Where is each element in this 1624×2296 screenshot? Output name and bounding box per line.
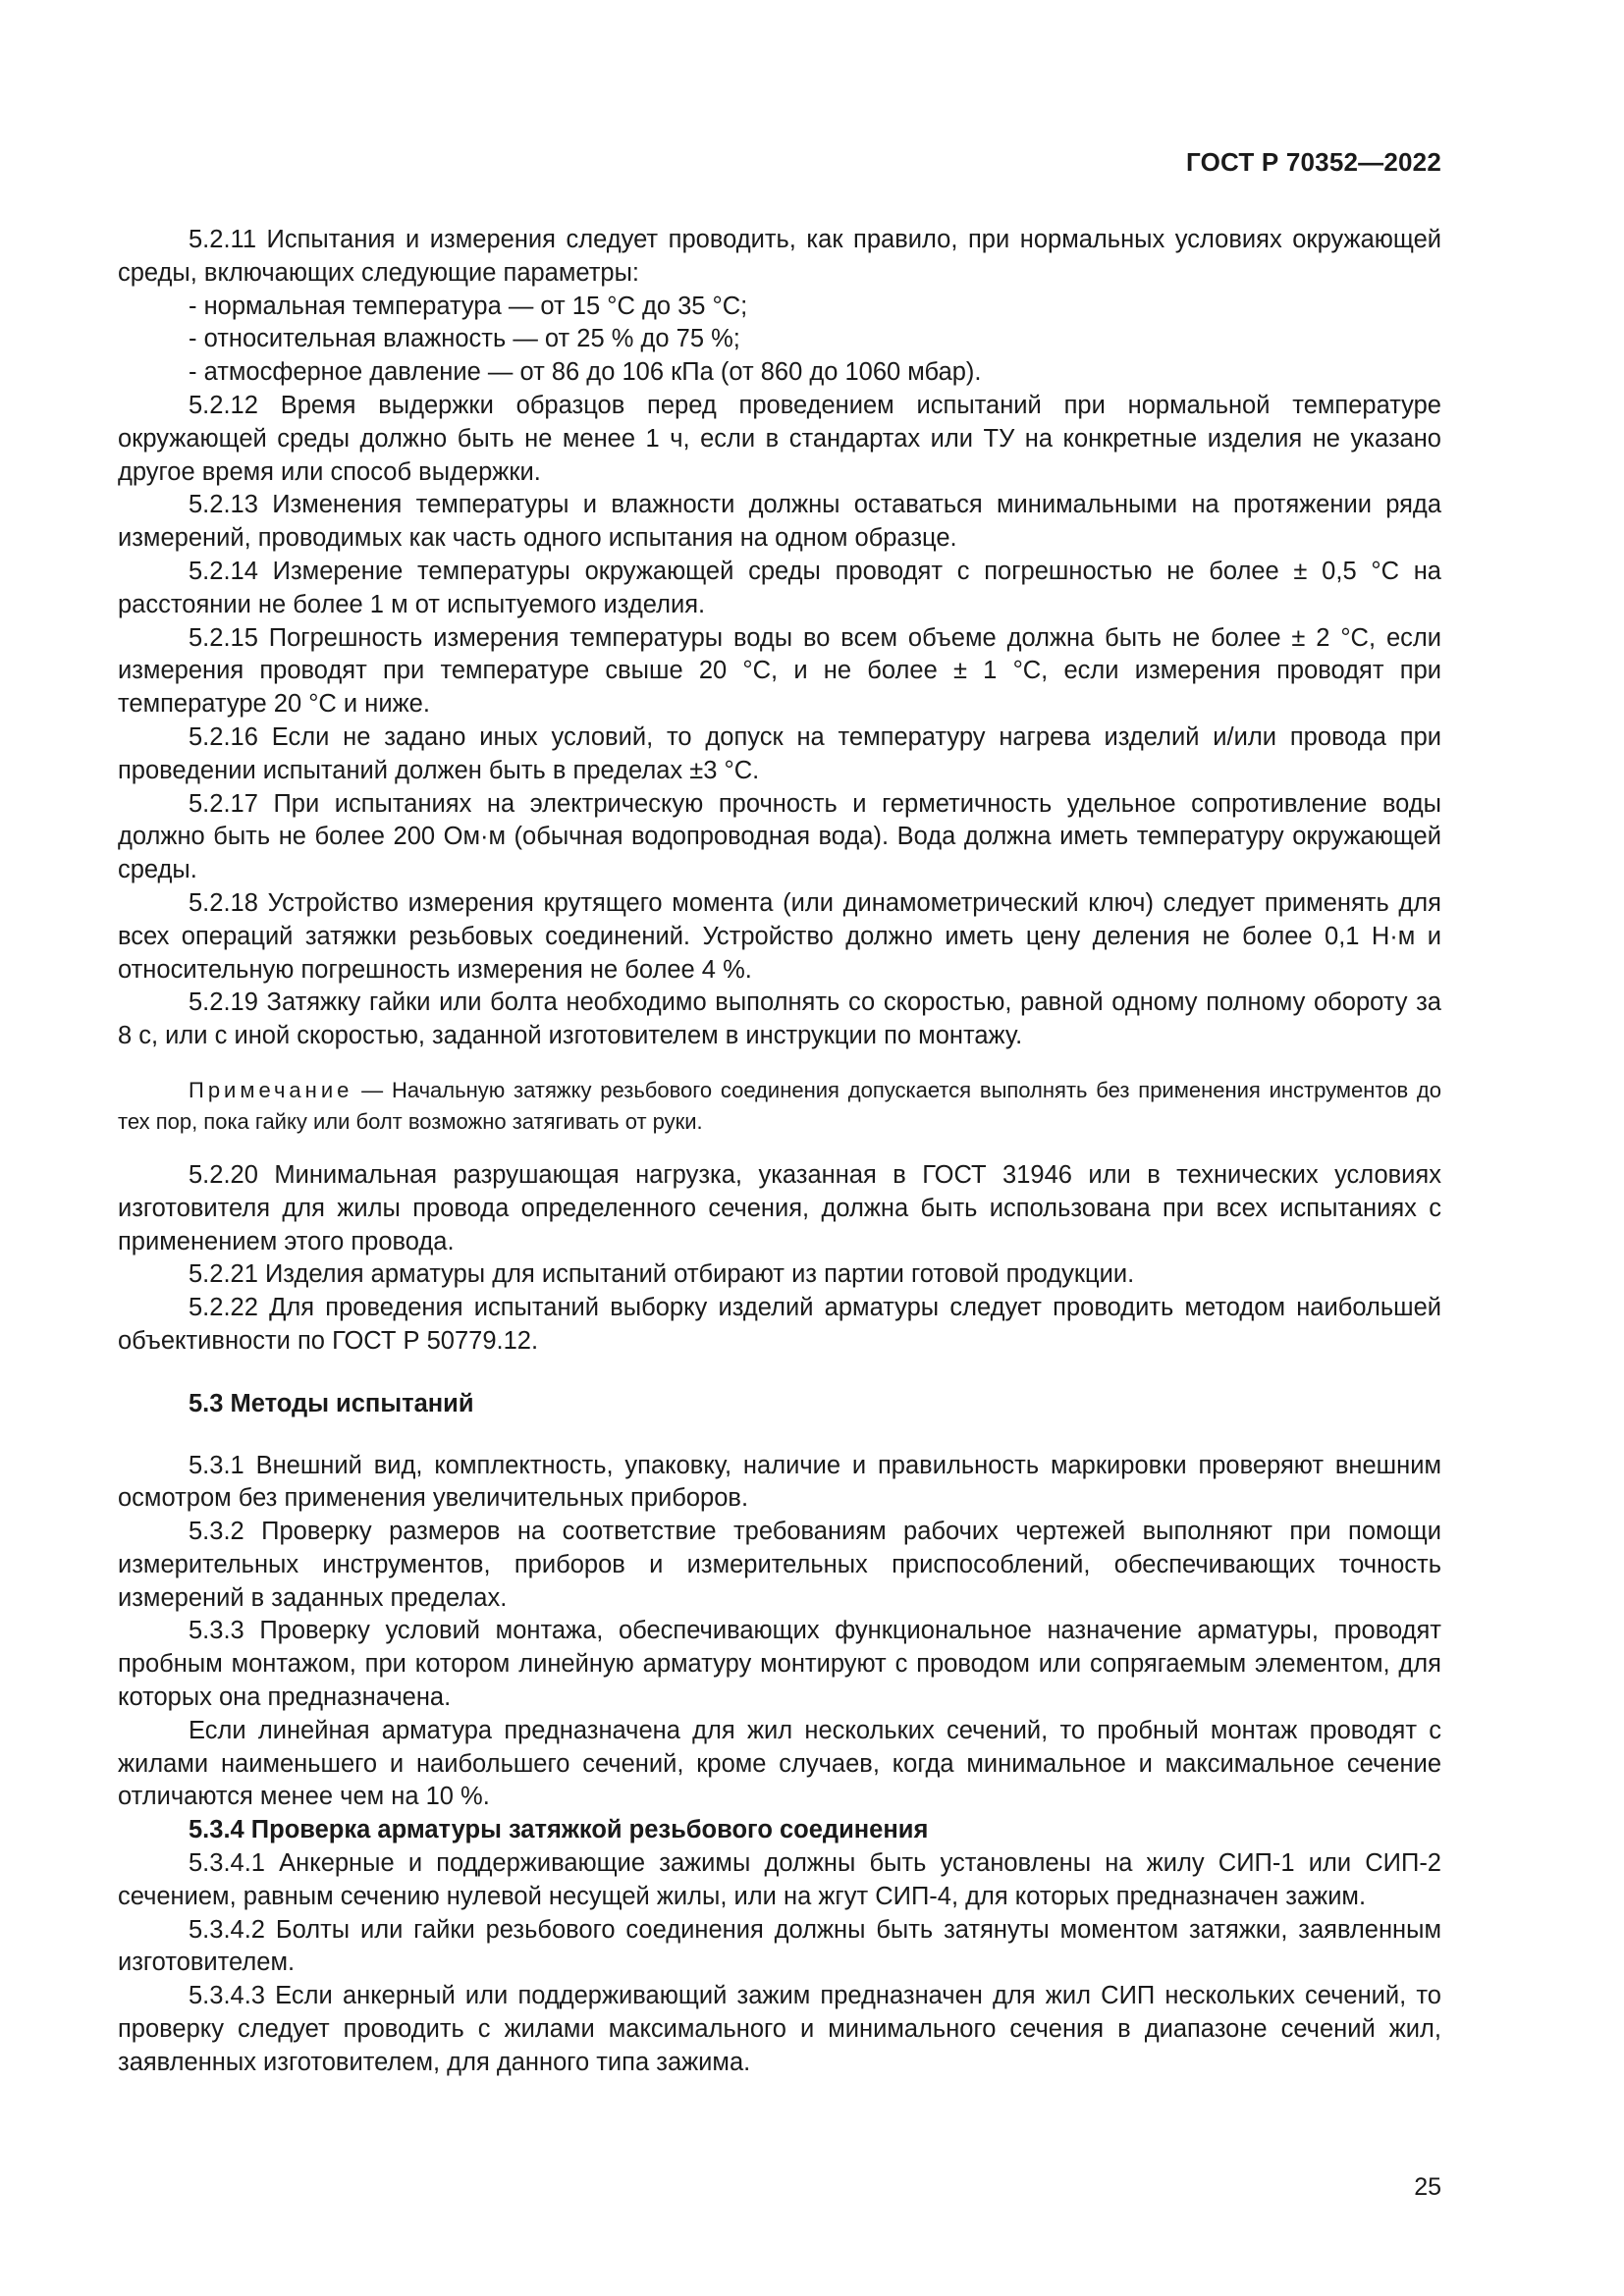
paragraph-5-3-3: 5.3.3 Проверку условий монтажа, обеспечивающих функциональное назначение арматуры, проводят пробным монтажом, при котором линейную арматуру монтируют с проводом или сопрягаемым элементом, для которых она предназначена.	[118, 1617, 1441, 1712]
paragraph-5-3-4-3: 5.3.4.3 Если анкерный или поддерживающий зажим предназначен для жил СИП нескольких сечений, то проверку следует проводить с жилами максимального и минимального сечения в диапазоне сечений жил, заявленных изготовителем, для данного типа зажима.	[118, 1982, 1441, 2076]
paragraph-5-2-17: 5.2.17 При испытаниях на электрическую прочность и герметичность удельное сопротивление воды должно быть не более 200 Ом·м (обычная водопроводная вода). Вода должна иметь температуру окружающей среды.	[118, 789, 1441, 884]
list-item: - относительная влажность — от 25 % до 75 %;	[189, 325, 740, 353]
paragraph-5-3-2: 5.3.2 Проверку размеров на соответствие требованиям рабочих чертежей выполняют при помощи измерительных инструментов, приборов и измерительных приспособлений, обеспечивающих точность измерений в заданных пределах.	[118, 1518, 1441, 1612]
paragraph-5-2-15: 5.2.15 Погрешность измерения температуры воды во всем объеме должна быть не более ± 2 °С, если измерения проводят при температуре свыше 20 °С, и не более ± 1 °С, если измерения проводят при температуре 20 °С и ниже.	[118, 623, 1441, 719]
paragraph-5-2-13: 5.2.13 Изменения температуры и влажности должны оставаться минимальными на протяжении ряда измерений, проводимых как часть одного испытания на одном образце.	[118, 491, 1441, 553]
paragraph-5-3-1: 5.3.1 Внешний вид, комплектность, упаковку, наличие и правильность маркировки проверяют внешним осмотром без применения увеличительных приборов.	[118, 1451, 1441, 1513]
paragraph-5-3-4-2: 5.3.4.2 Болты или гайки резьбового соединения должны быть затянуты моментом затяжки, заявленным изготовителем.	[118, 1915, 1441, 1977]
paragraph-5-2-12: 5.2.12 Время выдержки образцов перед проведением испытаний при нормальной температуре окружающей среды должно быть не менее 1 ч, если в стандартах или ТУ на конкретные изделия не указано другое время или способ выдержки.	[118, 391, 1441, 486]
paragraph-5-3-4-1: 5.3.4.1 Анкерные и поддерживающие зажимы должны быть установлены на жилу СИП-1 или СИП-2 сечением, равным сечению нулевой несущей жилы, или на жгут СИП-4, для которых предназначен зажим.	[118, 1849, 1441, 1910]
page-number: 25	[1414, 2173, 1441, 2201]
paragraph-5-2-14: 5.2.14 Измерение температуры окружающей среды проводят с погрешностью не более ± 0,5 °С на расстоянии не более 1 м от испытуемого изделия.	[118, 557, 1441, 618]
paragraph-5-2-20: 5.2.20 Минимальная разрушающая нагрузка, указанная в ГОСТ 31946 или в технических условиях изготовителя для жилы провода определенного сечения, должна быть использована при всех испытаниях с применением этого провода.	[118, 1160, 1441, 1255]
section-heading-5-3: 5.3 Методы испытаний	[189, 1389, 474, 1417]
paragraph-5-3-3-continued: Если линейная арматура предназначена для жил нескольких сечений, то пробный монтаж проводят с жилами наименьшего и наибольшего сечений, кроме случаев, когда минимальное и максимальное сечение отличаются менее чем на 10 %.	[118, 1716, 1441, 1811]
paragraph-5-2-19: 5.2.19 Затяжку гайки или болта необходимо выполнять со скоростью, равной одному полному обороту за 8 с, или с иной скоростью, заданной изготовителем в инструкции по монтажу.	[118, 988, 1441, 1050]
section-heading-5-3-4: 5.3.4 Проверка арматуры затяжкой резьбового соединения	[189, 1816, 929, 1844]
paragraph-5-2-16: 5.2.16 Если не задано иных условий, то допуск на температуру нагрева изделий и/или провода при проведении испытаний должен быть в пределах ±3 °С.	[118, 722, 1441, 784]
list-item: - атмосферное давление — от 86 до 106 кПа (от 860 до 1060 мбар).	[189, 358, 982, 387]
note-label: Примечание	[189, 1077, 353, 1102]
paragraph-5-2-18: 5.2.18 Устройство измерения крутящего момента (или динамометрический ключ) следует применять для всех операций затяжки резьбовых соединений. Устройство должно иметь цену деления не более 0,1 Н·м и относительную погрешность измерения не более 4 %.	[118, 888, 1441, 984]
document-header: ГОСТ Р 70352—2022	[1186, 147, 1441, 177]
list-item: - нормальная температура — от 15 °С до 35 °С;	[189, 292, 748, 320]
note	[118, 1075, 1441, 1138]
paragraph-5-2-11: 5.2.11 Испытания и измерения следует проводить, как правило, при нормальных условиях окружающей среды, включающих следующие параметры:	[118, 226, 1441, 287]
paragraph-5-2-21: 5.2.21 Изделия арматуры для испытаний отбирают из партии готовой продукции.	[189, 1260, 1135, 1289]
note-text: — Начальную затяжку резьбового соединения допускается выполнять без применения инструментов до тех пор, пока гайку или болт возможно затягивать от руки.	[118, 1077, 1441, 1134]
paragraph-5-2-22: 5.2.22 Для проведения испытаний выборку изделий арматуры следует проводить методом наибольшей объективности по ГОСТ Р 50779.12.	[118, 1294, 1441, 1355]
document-body	[118, 224, 1441, 2080]
